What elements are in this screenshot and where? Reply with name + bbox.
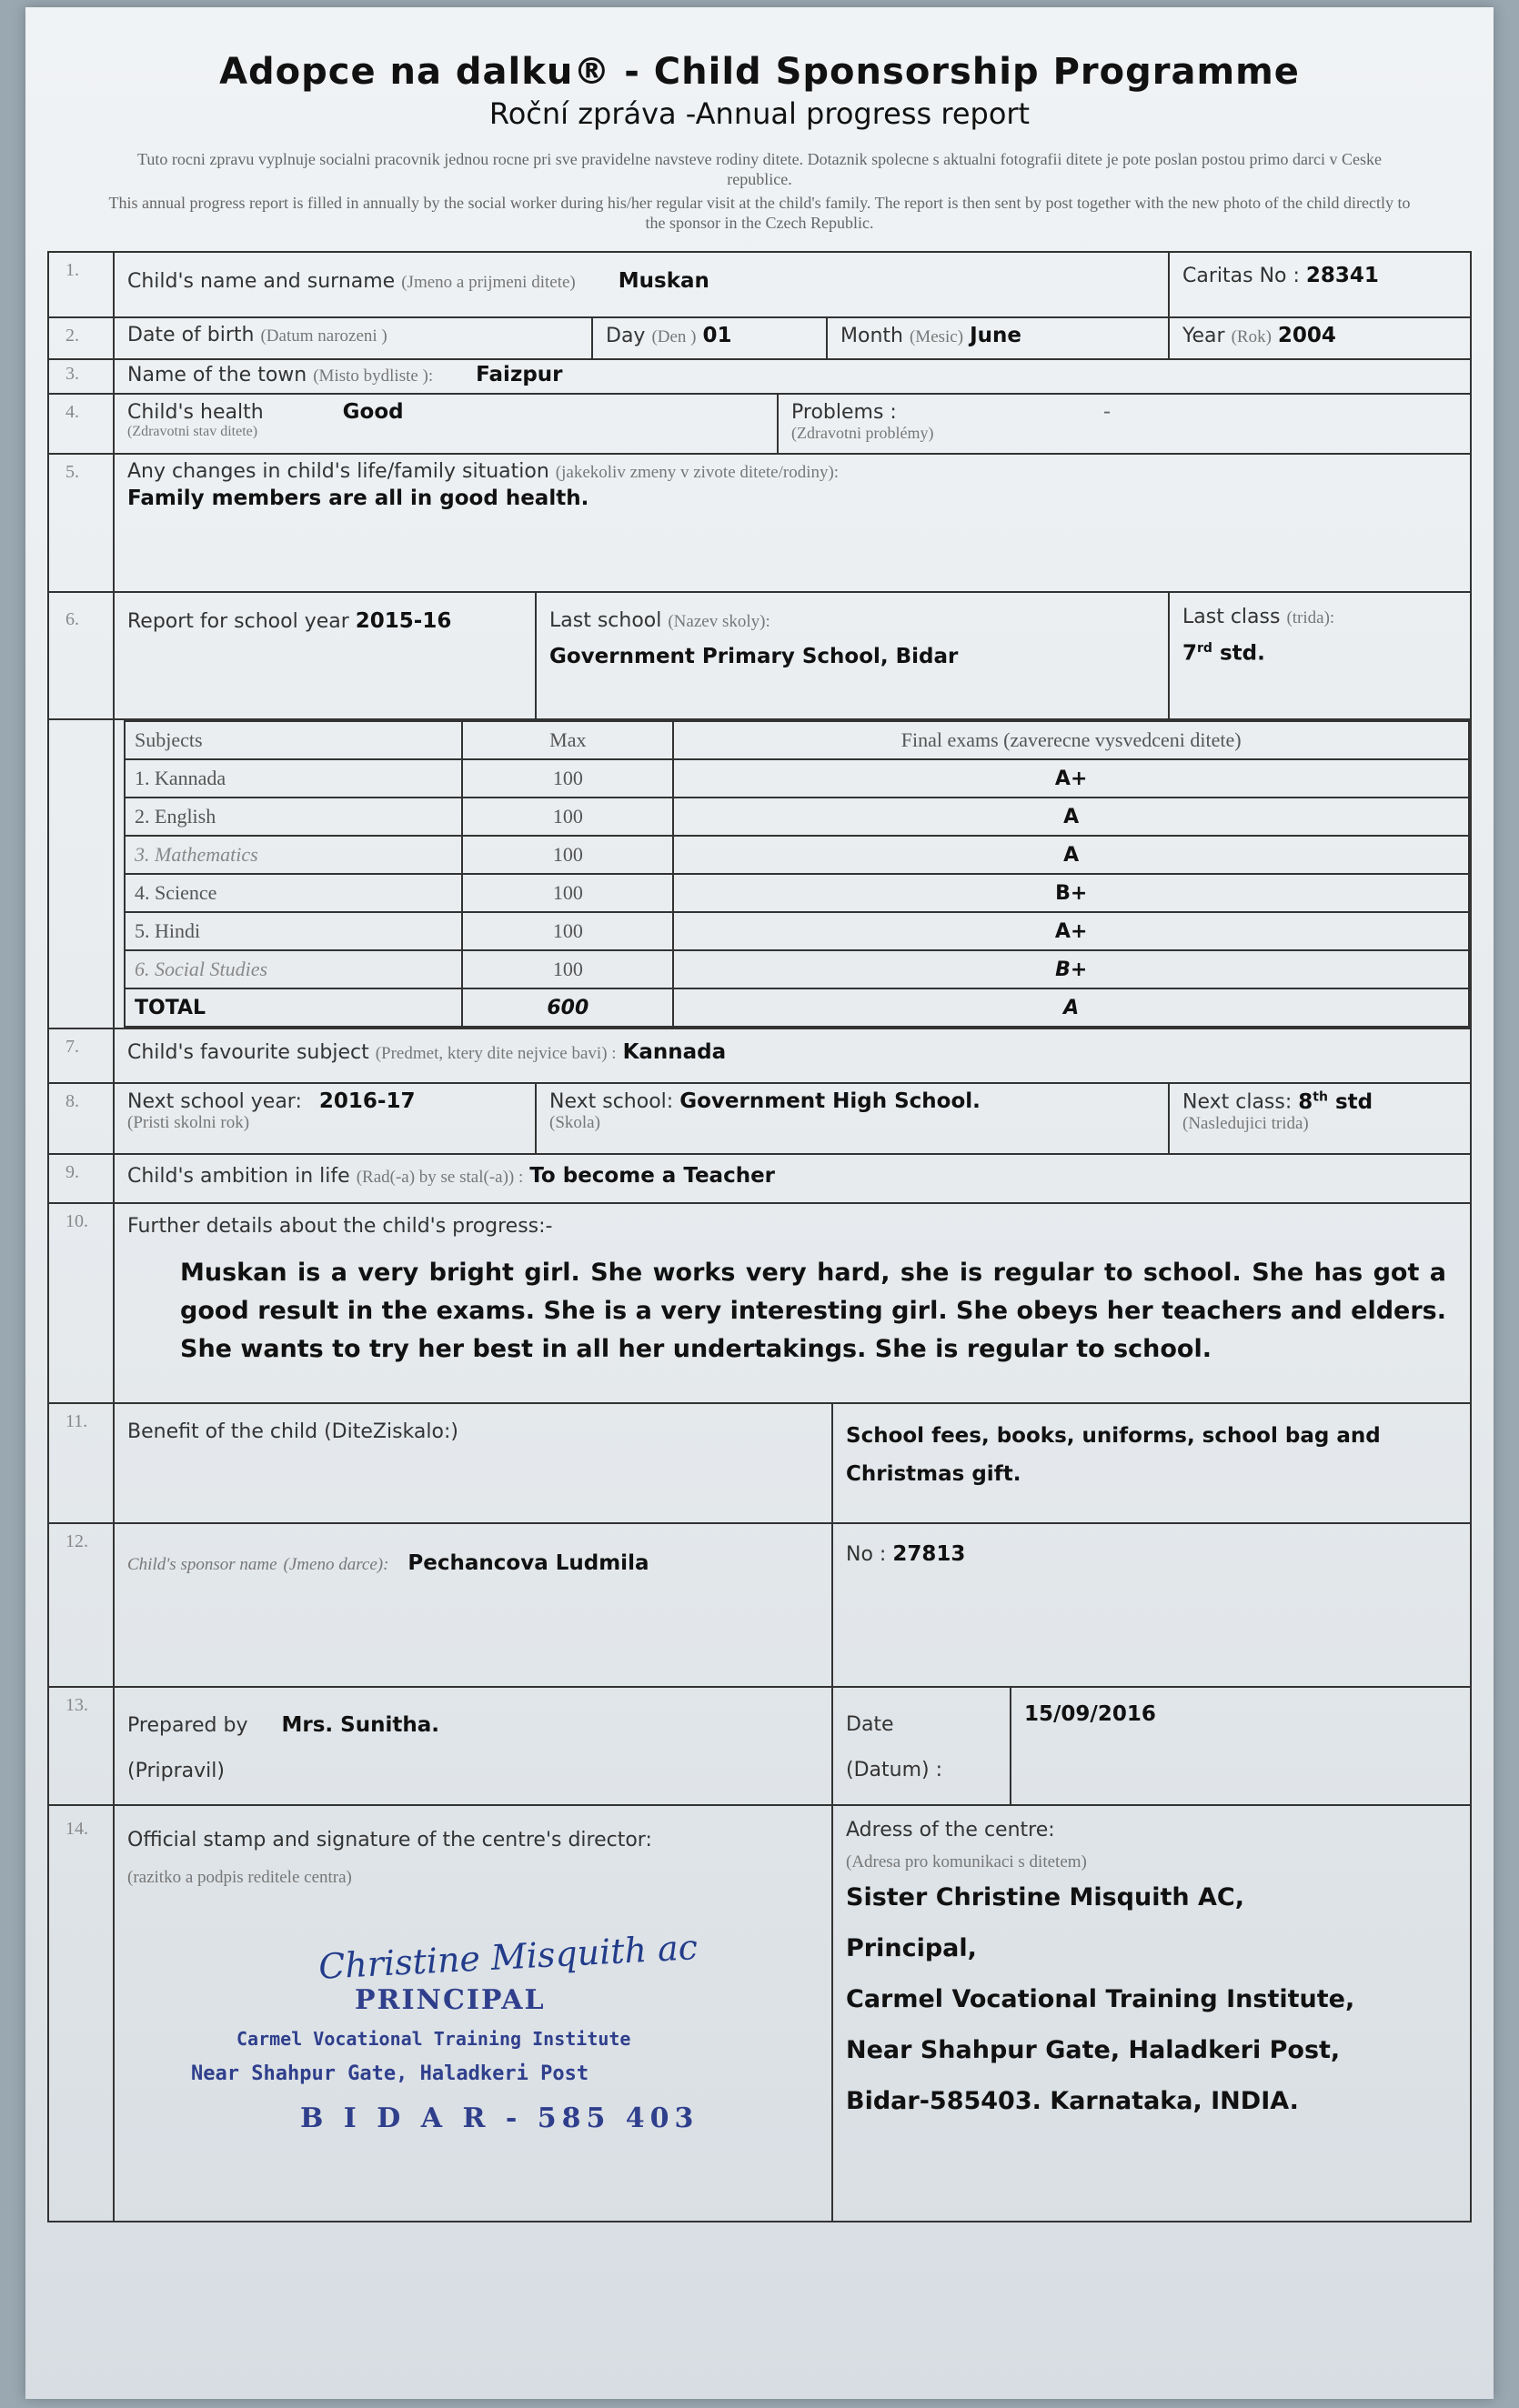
subject-cell: 5. Hindi (125, 912, 462, 950)
year-label: Year (1182, 325, 1225, 347)
address-line: Near Shahpur Gate, Haladkeri Post, (846, 2036, 1341, 2064)
table-row (125, 950, 1469, 988)
section-number: 13. (49, 1688, 115, 1804)
section-number: 12. (49, 1524, 115, 1686)
section-number: 8. (49, 1084, 115, 1153)
address-line: Carmel Vocational Training Institute, (846, 1985, 1355, 2013)
section-3-town (49, 360, 1470, 395)
town-value: Faizpur (476, 363, 563, 386)
details-label: Further details about the child's progress:- (127, 1215, 553, 1238)
benefit-label: Benefit of the child (DiteZiskalo:) (115, 1404, 833, 1522)
last-school-label: Last school (549, 609, 662, 632)
section-5-changes (49, 455, 1470, 593)
day-value: 01 (702, 324, 732, 347)
section-number: 11. (49, 1404, 115, 1522)
report-paper (25, 7, 1494, 2399)
max-cell: 100 (462, 759, 673, 798)
last-school-label-cz: (Nazev skoly): (668, 612, 770, 631)
date-label: Date (846, 1713, 894, 1736)
subject-cell: 4. Science (125, 874, 462, 912)
month-value: June (970, 324, 1021, 347)
stamp-title: PRINCIPAL (355, 1984, 546, 2016)
next-class-label-cz: (Nasledujici trida) (1182, 1113, 1309, 1133)
day-label: Day (606, 325, 646, 347)
school-year-label: Report for school year (127, 610, 349, 633)
next-year-label: Next school year: (127, 1090, 302, 1113)
school-year-value: 2015-16 (355, 609, 452, 633)
grade-cell: A (673, 798, 1469, 836)
subject-cell: 2. English (125, 798, 462, 836)
favourite-label: Child's favourite subject (127, 1041, 369, 1064)
dob-label: Date of birth (127, 324, 255, 346)
sponsor-label: Child's sponsor name (127, 1555, 277, 1574)
section-14-stamp (49, 1806, 1470, 2221)
problems-value: - (1102, 400, 1112, 424)
section-4-health (49, 395, 1470, 455)
town-label: Name of the town (127, 364, 307, 386)
section-number: 10. (49, 1204, 115, 1402)
centre-address (846, 1872, 1457, 2127)
section-13-prepared (49, 1688, 1470, 1806)
max-cell: 100 (462, 950, 673, 988)
dob-label-cz: (Datum narozeni ) (260, 326, 387, 346)
section-12-sponsor (49, 1524, 1470, 1688)
final-exams-header: Final exams (zaverecne vysvedceni ditete) (673, 721, 1469, 759)
next-school-value: Government High School. (679, 1089, 981, 1113)
address-label: Adress of the centre: (846, 1819, 1055, 1841)
year-value: 2004 (1277, 324, 1336, 347)
director-signature: Christine Misquith ac (317, 1927, 699, 1987)
address-line: Bidar-585403. Karnataka, INDIA. (846, 2087, 1299, 2115)
subject-cell: 3. Mathematics (125, 836, 462, 874)
prepared-value: Mrs. Sunitha. (281, 1713, 439, 1737)
report-header (25, 51, 1494, 233)
section-number: 4. (49, 395, 115, 453)
date-value: 15/09/2016 (1024, 1702, 1156, 1726)
child-name-value: Muskan (618, 269, 709, 293)
ambition-label: Child's ambition in life (127, 1165, 350, 1188)
section-number: 6. (49, 593, 115, 718)
health-value: Good (342, 400, 404, 424)
section-number: 14. (49, 1806, 115, 2221)
section-number: 5. (49, 455, 115, 591)
stamp-label: Official stamp and signature of the centre's director: (127, 1829, 652, 1851)
next-school-label: Next school: (549, 1090, 674, 1113)
subjects-header: Subjects (125, 721, 462, 759)
total-row (125, 988, 1469, 1027)
stamp-label-cz: (razitko a podpis reditele centra) (127, 1868, 352, 1887)
table-row (125, 836, 1469, 874)
grade-cell: B+ (673, 950, 1469, 988)
report-form (47, 251, 1472, 2222)
section-9-ambition (49, 1155, 1470, 1204)
address-line: Sister Christine Misquith AC, (846, 1883, 1244, 1911)
address-line: Principal, (846, 1934, 977, 1962)
section-number: 1. (49, 253, 115, 316)
sponsor-no-label: No : (846, 1543, 887, 1566)
section-2-birth (49, 318, 1470, 360)
last-class-label: Last class (1182, 606, 1281, 628)
prepared-label-cz: (Pripravil) (127, 1760, 225, 1782)
section-7-favourite (49, 1029, 1470, 1084)
details-value: Muskan is a very bright girl. She works very hard, she is regular to school. She has got a good result in the exams. She is a very interesting girl. She obeys her teachers and elders. She wants to try her best in all her undertakings. She is regular to school. (180, 1259, 1446, 1363)
grade-cell: A+ (673, 759, 1469, 798)
report-subtitle: Roční zpráva -Annual progress report (488, 96, 1031, 131)
next-class-label: Next class: (1182, 1090, 1293, 1114)
grades-section (49, 720, 1470, 1029)
total-max: 600 (462, 988, 673, 1027)
health-label: Child's health (127, 401, 264, 424)
intro-czech: Tuto rocni zpravu vyplnuje socialni pracovnik jednou rocne pri sve pravidelne navsteve rodiny ditete. Dotaznik spolecne s aktualni fotografii ditete je pote poslan postou primo darci v Ceske republice. (137, 150, 1382, 188)
changes-value: Family members are all in good health. (127, 487, 589, 510)
favourite-value: Kannada (622, 1040, 727, 1064)
total-grade: A (673, 988, 1469, 1027)
last-class-label-cz: (trida): (1286, 608, 1335, 627)
ambition-value: To become a Teacher (529, 1164, 776, 1188)
year-label-cz: (Rok) (1231, 327, 1272, 346)
official-stamp (127, 1927, 819, 2182)
report-title: Adopce na dalku® - Child Sponsorship Programme (219, 51, 1300, 93)
date-label-cz: (Datum) : (846, 1759, 942, 1781)
caritas-value: 28341 (1305, 264, 1379, 287)
sponsor-label-cz: (Jmeno darce): (283, 1555, 389, 1574)
sponsor-no-value: 27813 (892, 1542, 966, 1566)
stamp-institute: Carmel Vocational Training Institute (236, 2028, 631, 2050)
ambition-label-cz: (Rad(-a) by se stal(-a)) : (356, 1168, 524, 1187)
section-number: 9. (49, 1155, 115, 1202)
health-label-cz: (Zdravotni stav ditete) (127, 424, 258, 439)
table-row (125, 912, 1469, 950)
problems-label-cz: (Zdravotni problémy) (791, 424, 934, 442)
subject-cell: 1. Kannada (125, 759, 462, 798)
table-row (125, 759, 1469, 798)
max-cell: 100 (462, 912, 673, 950)
town-label-cz: (Misto bydliste ): (313, 366, 434, 386)
grade-cell: B+ (673, 874, 1469, 912)
month-label-cz: (Mesic) (909, 327, 964, 346)
grades-header-row (125, 721, 1469, 759)
stamp-address: Near Shahpur Gate, Haladkeri Post (191, 2062, 589, 2085)
next-year-value: 2016-17 (318, 1089, 416, 1113)
grade-cell: A (673, 836, 1469, 874)
address-label-cz: (Adresa pro komunikaci s ditetem) (846, 1852, 1087, 1871)
child-name-label-cz: (Jmeno a prijmeni ditete) (401, 273, 576, 292)
benefit-value: School fees, books, uniforms, school bag and Christmas gift. (846, 1424, 1381, 1486)
section-6-school (49, 593, 1470, 720)
max-cell: 100 (462, 798, 673, 836)
prepared-label: Prepared by (127, 1714, 248, 1737)
section-number: 7. (49, 1029, 115, 1082)
favourite-label-cz: (Predmet, ktery dite nejvice bavi) : (375, 1044, 617, 1063)
intro-english: This annual progress report is filled in annually by the social worker during his/her regular visit at the child's family. The report is then sent by post together with the new photo of the child directly to the sponsor in the Czech Republic. (108, 194, 1411, 232)
sponsor-value: Pechancova Ludmila (407, 1551, 649, 1575)
table-row (125, 798, 1469, 836)
section-number: 2. (49, 318, 115, 358)
max-cell: 100 (462, 874, 673, 912)
changes-label: Any changes in child's life/family situation (127, 460, 549, 483)
next-class-value: 8th std (1298, 1089, 1373, 1114)
stamp-city: B I D A R - 585 403 (300, 2102, 699, 2134)
caritas-label: Caritas No : (1182, 265, 1300, 287)
max-cell: 100 (462, 836, 673, 874)
total-label: TOTAL (125, 988, 462, 1027)
grade-cell: A+ (673, 912, 1469, 950)
section-number: 3. (49, 360, 115, 393)
section-10-details (49, 1204, 1470, 1404)
subject-cell: 6. Social Studies (125, 950, 462, 988)
section-8-next-school (49, 1084, 1470, 1155)
month-label: Month (840, 325, 903, 347)
last-class-value: 7rd std. (1182, 641, 1265, 666)
grades-table (124, 720, 1470, 1028)
max-header: Max (462, 721, 673, 759)
last-school-value: Government Primary School, Bidar (549, 645, 959, 668)
section-1-name (49, 253, 1470, 318)
changes-label-cz: (jakekoliv zmeny v zivote ditete/rodiny): (555, 463, 840, 482)
problems-label: Problems : (791, 401, 897, 424)
day-label-cz: (Den ) (651, 327, 697, 346)
section-11-benefit (49, 1404, 1470, 1524)
next-school-label-cz: (Skola) (549, 1113, 600, 1132)
table-row (125, 874, 1469, 912)
next-year-label-cz: (Pristi skolni rok) (127, 1113, 250, 1132)
child-name-label: Child's name and surname (127, 270, 396, 293)
